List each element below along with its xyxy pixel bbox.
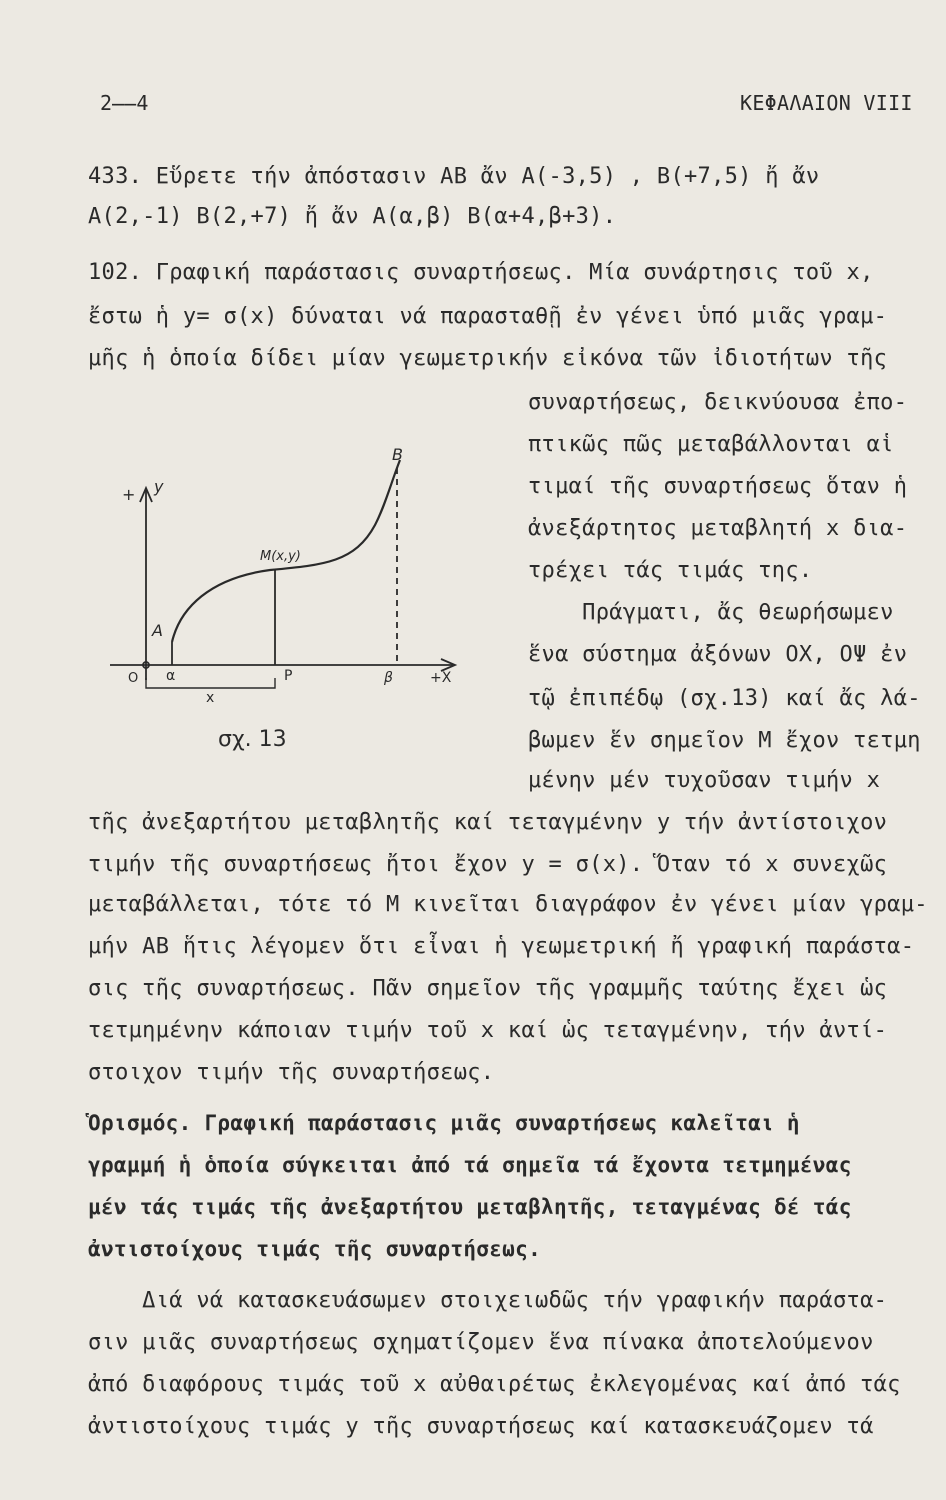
section-title: 102. Γραφική παράστασις συναρτήσεως. Μία συνάρτησις τοῦ x, xyxy=(88,260,874,285)
column-line: Πράγματι, ἄς θεωρήσωμεν xyxy=(528,600,894,625)
body-line: σις τῆς συναρτήσεως. Πᾶν σημεῖον τῆς γραμμῆς ταύτης ἔχει ὡς xyxy=(88,976,888,1001)
body-line: τιμήν τῆς συναρτήσεως ἤτοι ἔχον y = σ(x). Ὅταν τό x συνεχῶς xyxy=(88,852,888,877)
point-b-label: B xyxy=(392,445,403,464)
column-line: τιμαί τῆς συναρτήσεως ὅταν ἡ xyxy=(528,474,908,499)
column-line: πτικῶς πῶς μεταβάλλονται αἱ xyxy=(528,432,894,457)
point-p-label: P xyxy=(284,668,293,684)
body-line: μήν ΑΒ ἥτις λέγομεν ὅτι εἶναι ἡ γεωμετρική ἤ γραφική παράστα- xyxy=(88,934,915,959)
exercise-line-2: Α(2,-1) Β(2,+7) ἤ ἄν Α(α,β) Β(α+4,β+3). xyxy=(88,204,617,229)
definition-line: Ὁρισμός. Γραφική παράστασις μιᾶς συναρτήσεως καλεῖται ἡ xyxy=(88,1111,800,1135)
column-line: τρέχει τάς τιμάς της. xyxy=(528,558,813,583)
point-a-label: A xyxy=(152,621,163,640)
chapter-heading: ΚΕΦΑΛΑΙΟΝ VIII xyxy=(740,91,913,115)
alpha-label: α xyxy=(166,668,176,684)
point-m-label: M(x,y) xyxy=(260,549,301,564)
definition-line: μέν τάς τιμάς τῆς ἀνεξαρτήτου μεταβλητῆς, τεταγμένας δέ τάς xyxy=(88,1195,852,1219)
column-line: ἕνα σύστημα ἀξόνων ΟΧ, ΟΨ ἐν xyxy=(528,642,908,667)
body-line: μεταβάλλεται, τότε τό Μ κινεῖται διαγράφον ἐν γένει μίαν γραμ- xyxy=(88,892,928,917)
exercise-line-1: 433. Εὕρετε τήν ἀπόστασιν ΑΒ ἄν Α(-3,5) , Β(+7,5) ἤ ἄν xyxy=(88,164,820,189)
origin-label: O xyxy=(128,671,139,686)
final-line: σιν μιᾶς συναρτήσεως σχηματίζομεν ἕνα πίνακα ἀποτελούμενον xyxy=(88,1330,874,1355)
body-line: τετμημένην κάποιαν τιμήν τοῦ x καί ὡς τεταγμένην, τήν ἀντί- xyxy=(88,1018,888,1043)
plus-x-label: +X xyxy=(430,670,452,686)
column-line: μένην μέν τυχοῦσαν τιμήν x xyxy=(528,768,881,793)
final-line: Διά νά κατασκευάσωμεν στοιχειωδῶς τήν γραφικήν παράστα- xyxy=(88,1288,888,1313)
section-line-2: ἔστω ἡ y= σ(x) δύναται νά παρασταθῇ ἐν γένει ὑπό μιᾶς γραμ- xyxy=(88,304,888,329)
body-line: τῆς ἀνεξαρτήτου μεταβλητῆς καί τεταγμένην y τήν ἀντίστοιχον xyxy=(88,810,888,835)
function-graph-figure xyxy=(100,440,480,770)
final-line: ἀντιστοίχους τιμάς y τῆς συναρτήσεως καί κατασκευάζομεν τά xyxy=(88,1414,874,1439)
body-line: στοιχον τιμήν τῆς συναρτήσεως. xyxy=(88,1060,495,1085)
x-segment-label: x xyxy=(206,690,215,706)
y-label: y xyxy=(154,477,164,496)
column-line: συναρτήσεως, δεικνύουσα ἐπο- xyxy=(528,390,908,415)
beta-label: β xyxy=(384,670,393,686)
page-number: 2̶̶4 xyxy=(100,91,149,115)
figure-caption: σχ. 13 xyxy=(218,727,287,752)
plus-y-label: + xyxy=(122,485,136,504)
column-line: ἀνεξάρτητος μεταβλητή x δια- xyxy=(528,516,908,541)
definition-line: γραμμή ἡ ὁποία σύγκειται ἀπό τά σημεῖα τά ἔχοντα τετμημένας xyxy=(88,1153,852,1177)
column-line: βωμεν ἕν σημεῖον Μ ἔχον τετμη xyxy=(528,728,921,753)
column-line: τῷ ἐπιπέδῳ (σχ.13) καί ἄς λά- xyxy=(528,686,921,711)
section-line-3: μῆς ἡ ὁποία δίδει μίαν γεωμετρικήν εἰκόνα τῶν ἰδιοτήτων τῆς xyxy=(88,346,888,371)
definition-line: ἀντιστοίχους τιμάς τῆς συναρτήσεως. xyxy=(88,1237,542,1261)
final-line: ἀπό διαφόρους τιμάς τοῦ x αὐθαιρέτως ἐκλεγομένας καί ἀπό τάς xyxy=(88,1372,901,1397)
